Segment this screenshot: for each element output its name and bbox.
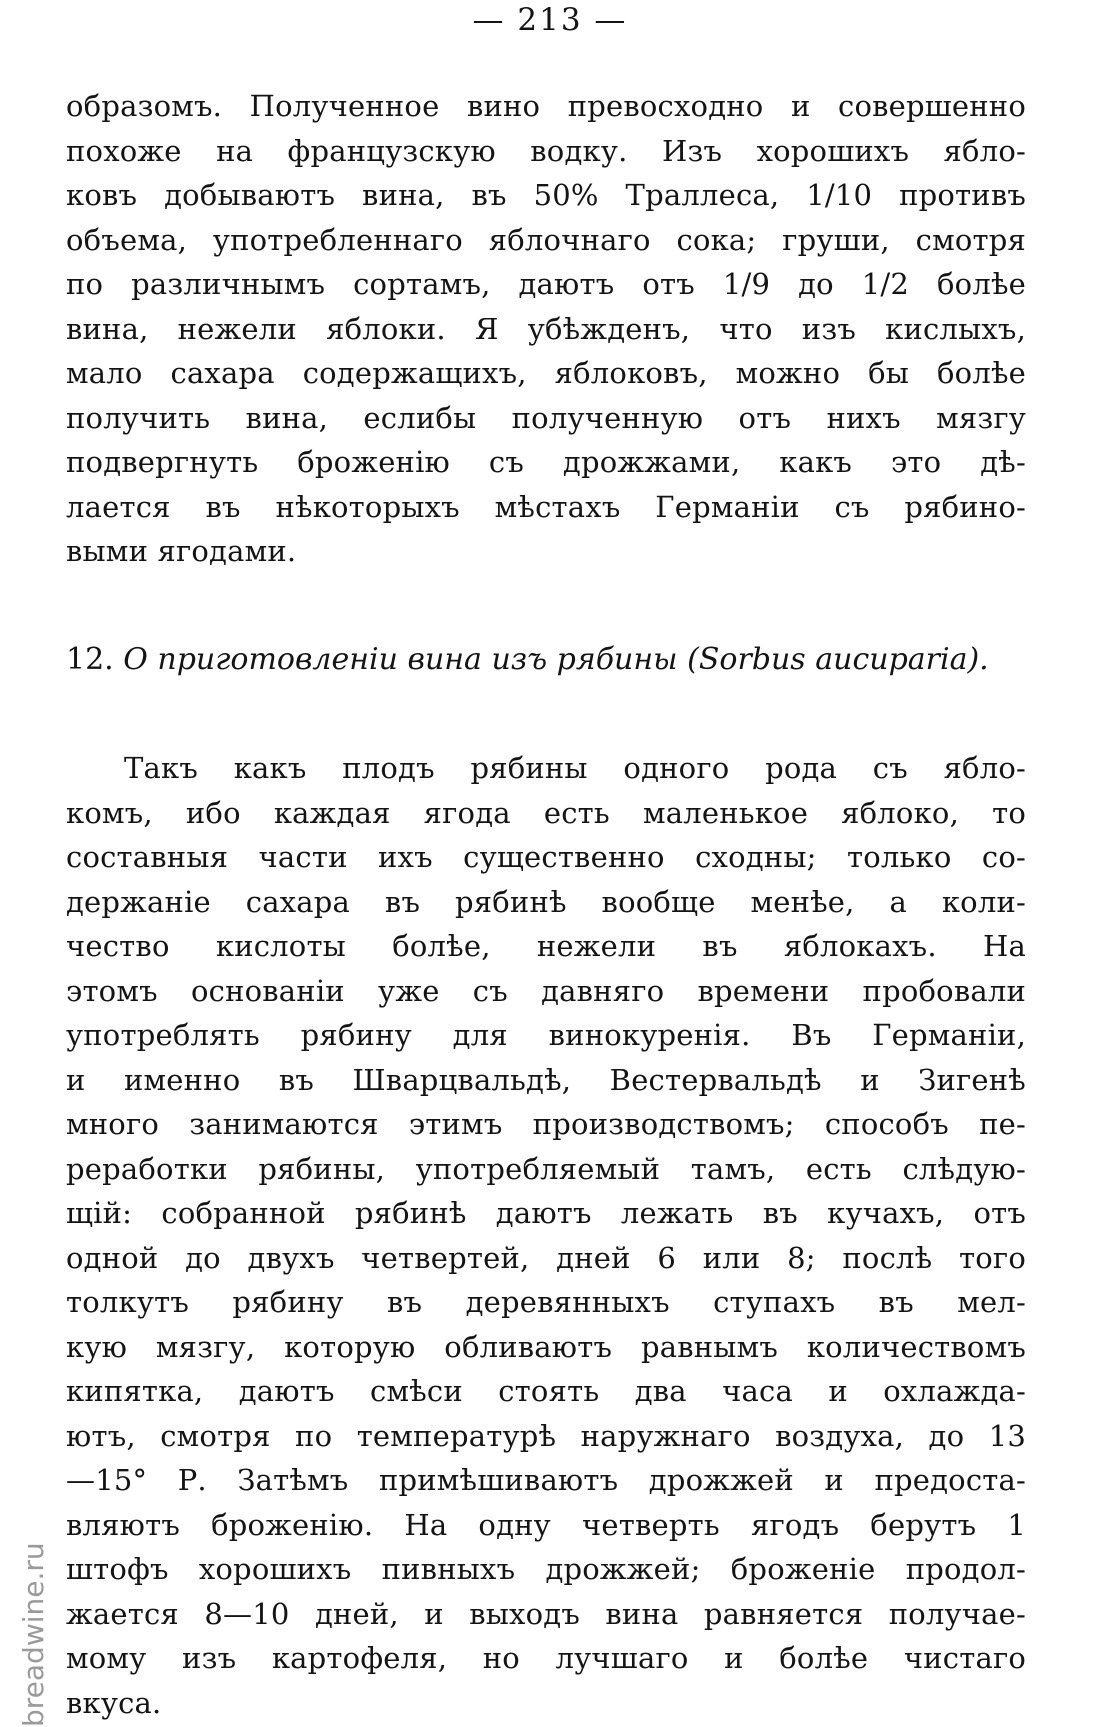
text-line: и именно въ Шварцвальдѣ, Вестервальдѣ и Зигенѣ — [66, 1062, 1026, 1097]
text-line: по различнымъ сортамъ, даютъ отъ 1/9 до 1/2 болѣе — [66, 267, 1026, 301]
section-number: 12. — [66, 642, 114, 677]
text-line: мому изъ картофеля, но лучшаго и болѣе чистаго — [66, 1641, 1026, 1675]
watermark: breadwine.ru — [17, 1542, 50, 1727]
text-line: подвергнуть броженію съ дрожжами, какъ это дѣ- — [66, 445, 1026, 479]
text-line: ковъ добываютъ вина, въ 50% Траллеса, 1/10 противъ — [66, 178, 1026, 212]
text-line: составныя части ихъ существенно сходны; только со- — [66, 840, 1026, 874]
text-line: щій: собранной рябинѣ даютъ лежать въ кучахъ, отъ — [66, 1196, 1026, 1230]
text-line: чество кислоты болѣе, нежели въ яблокахъ. На — [66, 929, 1026, 963]
text-line: похоже на французскую водку. Изъ хорошихъ ябло- — [66, 133, 1026, 168]
section-latin-name: (Sorbus aucuparia). — [687, 642, 989, 677]
text-line: выми ягодами. — [66, 534, 297, 568]
text-line: одной до двухъ четвертей, дней 6 или 8; послѣ того — [66, 1240, 1026, 1275]
text-line: много занимаются этимъ производствомъ; способъ пе- — [66, 1107, 1026, 1141]
text-line: образомъ. Полученное вино превосходно и совершенно — [66, 89, 1026, 123]
text-line: жается 8—10 дней, и выходъ вина равняется получае- — [66, 1596, 1026, 1631]
text-line: кипятка, даютъ смѣси стоять два часа и охлажда- — [66, 1374, 1026, 1408]
text-line: —15° Р. Затѣмъ примѣшиваютъ дрожжей и предоста- — [66, 1463, 1026, 1497]
text-line: вина, нежели яблоки. Я убѣжденъ, что изъ кислыхъ, — [66, 311, 1026, 346]
text-line: реработки рябины, употребляемый тамъ, есть слѣдую- — [66, 1151, 1026, 1186]
page-number: — 213 — — [472, 2, 628, 38]
text-line: держаніе сахара въ рябинѣ вообще менѣе, а коли- — [66, 884, 1026, 919]
text-line: ютъ, смотря по температурѣ наружнаго воздуха, до 13 — [66, 1418, 1026, 1453]
text-line: толкутъ рябину въ деревянныхъ ступахъ въ мел- — [66, 1285, 1026, 1319]
text-line: этомъ основаніи уже съ давняго времени пробовали — [66, 973, 1026, 1008]
text-line: лается въ нѣкоторыхъ мѣстахъ Германіи съ рябино- — [66, 489, 1026, 524]
section-title: О приготовленіи вина изъ рябины — [123, 642, 678, 677]
text-line: кую мязгу, которую обливаютъ равнымъ количествомъ — [66, 1329, 1026, 1364]
text-line: мало сахара содержащихъ, яблоковъ, можно бы болѣе — [66, 356, 1026, 390]
paragraph-2 — [66, 746, 1026, 1725]
text-line: Такъ какъ плодъ рябины одного рода съ ябло- — [124, 751, 1026, 785]
text-line: получить вина, еслибы полученную отъ нихъ мязгу — [66, 400, 1026, 435]
section-heading — [66, 640, 1036, 680]
text-line: объема, употребленнаго яблочнаго сока; груши, смотря — [66, 222, 1026, 257]
paragraph-1 — [66, 84, 1026, 574]
text-line: вкуса. — [66, 1685, 162, 1720]
text-line: штофъ хорошихъ пивныхъ дрожжей; броженіе продол- — [66, 1552, 1026, 1586]
text-line: комъ, ибо каждая ягода есть маленькое яблоко, то — [66, 795, 1026, 830]
text-line: употреблять рябину для винокуренія. Въ Германіи, — [66, 1018, 1026, 1052]
text-line: вляютъ броженію. На одну четверть ягодъ берутъ 1 — [66, 1507, 1026, 1542]
